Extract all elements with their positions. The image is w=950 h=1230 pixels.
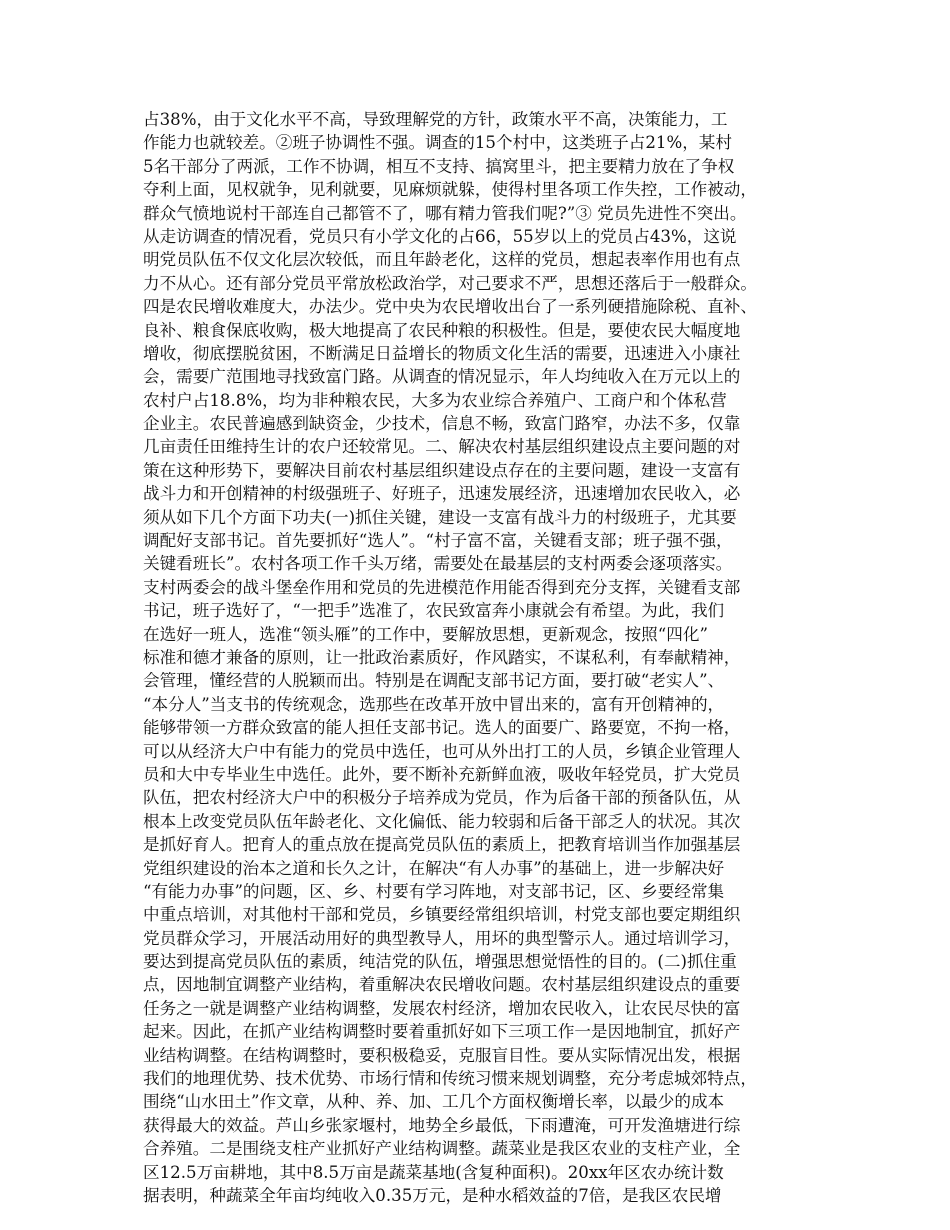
text-line: 支村两委会的战斗堡垒作用和党员的先进模范作用能否得到充分支挥，关键看支部 — [143, 577, 741, 597]
text-line: 我们的地理优势、技术优势、市场行情和传统习惯来规划调整，充分考虑城郊特点， — [143, 1069, 757, 1089]
text-line: 书记，班子选好了，“一把手”选准了，农民致富奔小康就会有希望。为此，我们 — [143, 601, 725, 621]
text-line: 标准和德才兼备的原则，让一批政治素质好，作风踏实，不谋私利，有奉献精神， — [143, 647, 741, 667]
text-line: 增收，彻底摆脱贫困，不断满足日益增长的物质文化生活的需要，迅速进入小康社 — [143, 343, 741, 363]
text-line: 会，需要广范围地寻找致富门路。从调查的情况显示，年人均纯收入在万元以上的 — [143, 367, 741, 387]
text-line: 据表明，种蔬菜全年亩均纯收入0.35万元，是种水稻效益的7倍，是我区农民增 — [143, 1185, 722, 1205]
text-line: 农村户占18.8%，均为非种粮农民，大多为农业综合养殖户、工商户和个体私营 — [143, 390, 727, 410]
text-line: 起来。因此，在抓产业结构调整时要着重抓好如下三项工作一是因地制宜，抓好产 — [143, 1022, 741, 1042]
text-line: 点，因地制宜调整产业结构，着重解决农民增收问题。农村基层组织建设点的重要 — [143, 975, 741, 995]
text-line: 根本上改变党员队伍年龄老化、文化偏低、能力较弱和后备干部乏人的状况。其次 — [143, 811, 741, 831]
text-line: 党组织建设的治本之道和长久之计，在解决“有人办事”的基础上，进一步解决好 — [143, 858, 725, 878]
text-line: 可以从经济大户中有能力的党员中选任，也可从外出打工的人员，乡镇企业管理人 — [143, 741, 741, 761]
text-line: 夺利上面，见权就争，见利就要，见麻烦就躲，使得村里各项工作失控，工作被动， — [143, 180, 757, 200]
text-line: 作能力也就较差。②班子协调性不强。调查的15个村中，这类班子占21%，某村 — [143, 133, 732, 153]
text-line: 是抓好育人。把育人的重点放在提高党员队伍的素质上，把教育培训当作加强基层 — [143, 835, 741, 855]
text-line: 占38%，由于文化水平不高，导致理解党的方针，政策水平不高，决策能力，工 — [143, 110, 728, 129]
text-line: “有能力办事”的问题，区、乡、村要有学习阵地，对支部书记，区、乡要经常集 — [143, 881, 725, 901]
text-line: 合养殖。二是围绕支柱产业抓好产业结构调整。蔬菜业是我区农业的支柱产业，全 — [143, 1139, 741, 1159]
text-line: 能够带领一方群众致富的能人担任支部书记。选人的面要广、路要宽，不拘一格， — [143, 718, 741, 738]
text-line: 力不从心。还有部分党员平常放松政治学，对己要求不严，思想还落后于一般群众。 — [143, 273, 757, 293]
text-line: 几亩责任田维持生计的农户还较常见。二、解决农村基层组织建设点主要问题的对 — [143, 437, 741, 457]
text-line: 从走访调查的情况看，党员只有小学文化的占66，55岁以上的党员占43%，这说 — [143, 226, 737, 246]
text-line: 区12.5万亩耕地，其中8.5万亩是蔬菜基地(含复种面积)。20xx年区农办统计数 — [143, 1162, 724, 1182]
text-line: 群众气愤地说村干部连自己都管不了，哪有精力管我们呢?”③ 党员先进性不突出。 — [143, 203, 747, 223]
text-line: 调配好支部书记。首先要抓好“选人”。“村子富不富，关键看支部；班子强不强， — [143, 531, 733, 551]
text-line: 企业主。农民普遍感到缺资金，少技术，信息不畅，致富门路窄，办法不多，仅靠 — [143, 414, 741, 434]
text-line: 会管理，懂经营的人脱颖而出。特别是在调配支部书记方面，要打破“老实人”、 — [143, 671, 725, 691]
text-line: 四是农民增收难度大，办法少。党中央为农民增收出台了一系列硬措施除税、直补、 — [143, 297, 757, 317]
text-line: 在选好一班人，选准“领头雁”的工作中，要解放思想，更新观念，按照“四化” — [143, 624, 708, 644]
text-line: 须从如下几个方面下功夫(一)抓住关键，建设一支富有战斗力的村级班子，尤其要 — [143, 507, 737, 527]
text-line: 获得最大的效益。芦山乡张家堰村，地势全乡最低，下雨遭淹，可开发渔塘进行综 — [143, 1115, 741, 1135]
text-line: 策在这种形势下，要解决目前农村基层组织建设点存在的主要问题，建设一支富有 — [143, 460, 741, 480]
text-line: 队伍，把农村经济大户中的积极分子培养成为党员，作为后备干部的预备队伍，从 — [143, 788, 741, 808]
text-line: 战斗力和开创精神的村级强班子、好班子，迅速发展经济，迅速增加农民收入，必 — [143, 484, 741, 504]
text-line: 关键看班长”。农村各项工作千头万绪，需要处在最基层的支村两委会逐项落实。 — [143, 554, 733, 574]
text-line: 业结构调整。在结构调整时，要积极稳妥，克服盲目性。要从实际情况出发，根据 — [143, 1045, 741, 1065]
text-line: 明党员队伍不仅文化层次较低，而且年龄老化，这样的党员，想起表率作用也有点 — [143, 250, 741, 270]
text-line: 围绕“山水田土”作文章，从种、养、加、工几个方面权衡增长率，以最少的成本 — [143, 1092, 725, 1112]
text-line: “本分人”当支书的传统观念，选那些在改革开放中冒出来的，富有开创精神的， — [143, 694, 725, 714]
text-line: 党员群众学习，开展活动用好的典型教导人，用坏的典型警示人。通过培训学习， — [143, 928, 741, 948]
text-line: 任务之一就是调整产业结构调整，发展农村经济，增加农民收入，让农民尽快的富 — [143, 998, 741, 1018]
text-line: 员和大中专毕业生中选任。此外，要不断补充新鲜血液，吸收年轻党员，扩大党员 — [143, 764, 741, 784]
text-line: 5名干部分了两派，工作不协调，相互不支持、搞窝里斗，把主要精力放在了争权 — [143, 156, 735, 176]
text-line: 要达到提高党员队伍的素质，纯洁党的队伍，增强思想觉悟性的目的。(二)抓住重 — [143, 952, 737, 972]
text-line: 中重点培训，对其他村干部和党员，乡镇要经常组织培训，村党支部也要定期组织 — [143, 905, 741, 925]
text-line: 良补、粮食保底收购，极大地提高了农民种粮的积极性。但是，要使农民大幅度地 — [143, 320, 741, 340]
document-body — [143, 108, 813, 1207]
